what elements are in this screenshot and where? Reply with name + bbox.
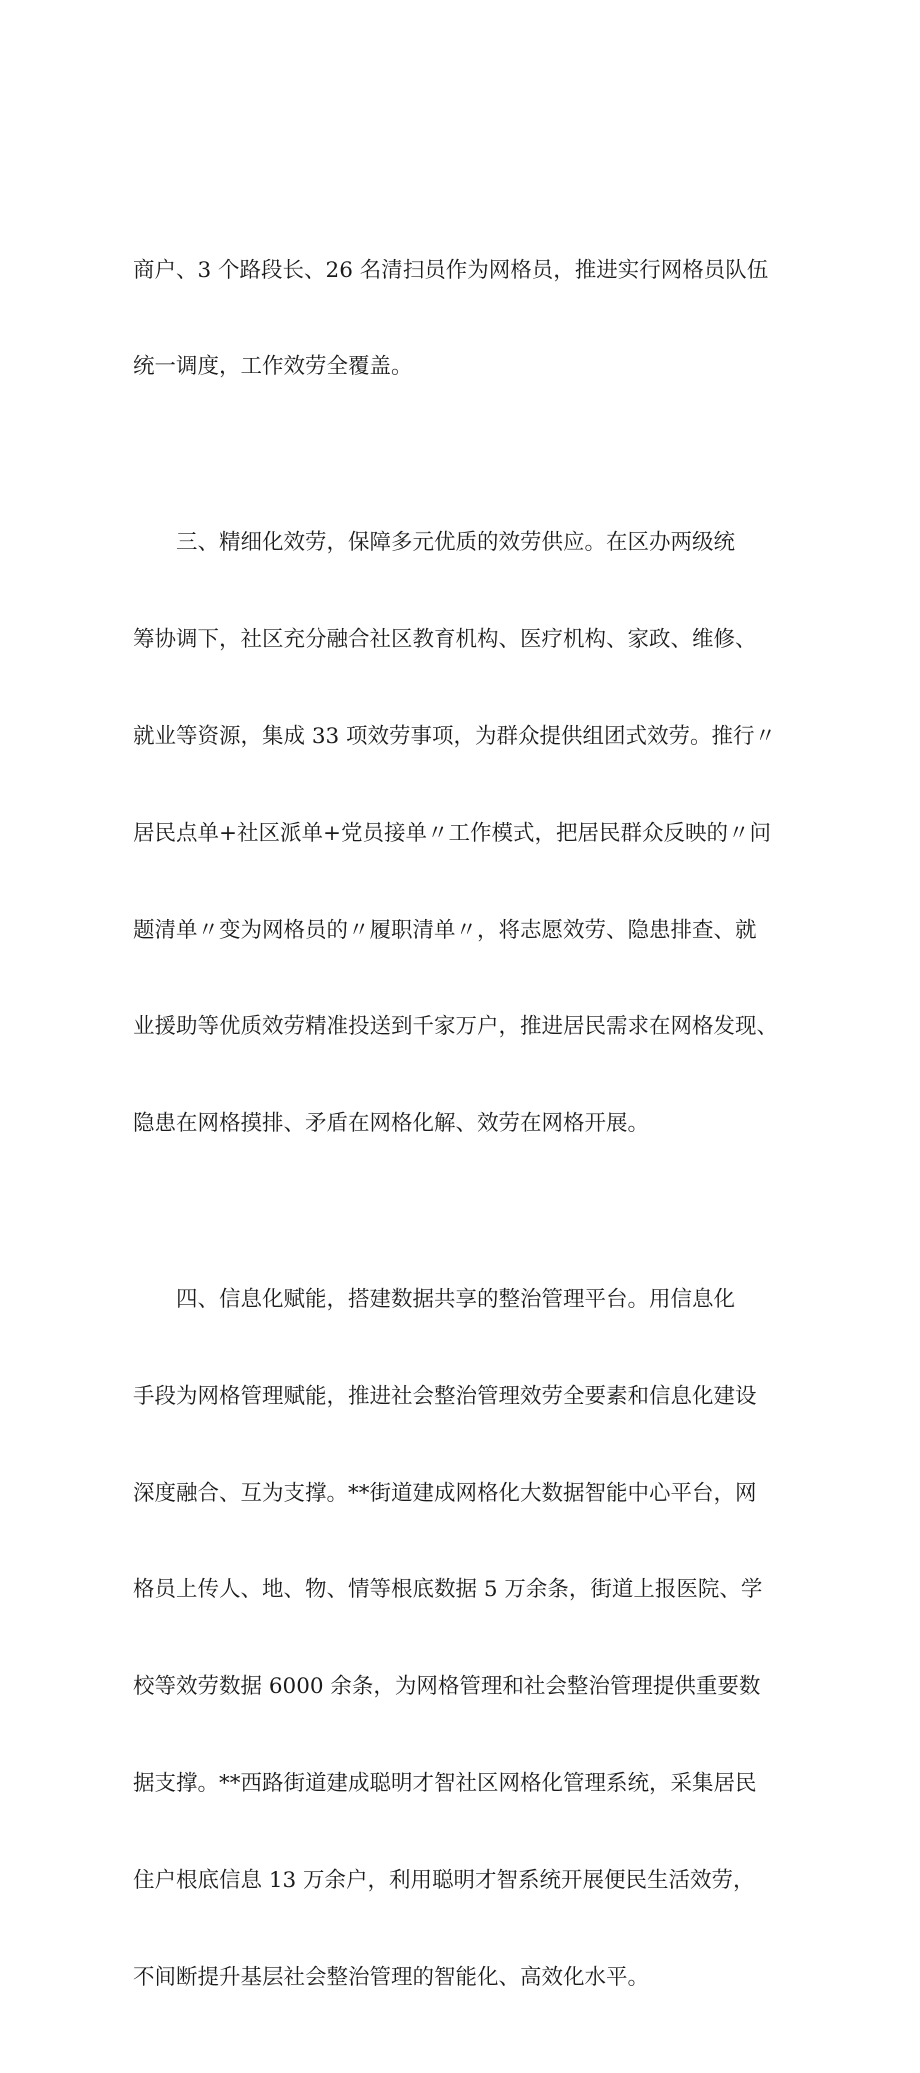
text-line: 就业等资源，集成 33 项效劳事项，为群众提供组团式效劳。推行〃: [133, 723, 777, 749]
text-line: 深度融合、互为支撑。**街道建成网格化大数据智能中心平台，网: [133, 1480, 757, 1506]
text-line: 商户、3 个路段长、26 名清扫员作为网格员，推进实行网格员队伍: [133, 257, 769, 283]
text-line: 三、精细化效劳，保障多元优质的效劳供应。在区办两级统: [176, 529, 736, 555]
text-line: 筹协调下，社区充分融合社区教育机构、医疗机构、家政、维修、: [133, 626, 757, 652]
text-line: 隐患在网格摸排、矛盾在网格化解、效劳在网格开展。: [133, 1111, 650, 1137]
text-line: 格员上传人、地、物、情等根底数据 5 万余条，街道上报医院、学: [133, 1577, 763, 1603]
text-line: 住户根底信息 13 万余户，利用聪明才智系统开展便民生活效劳，: [133, 1868, 755, 1894]
text-line: 据支撑。**西路街道建成聪明才智社区网格化管理系统，采集居民: [133, 1771, 757, 1797]
text-line: 不间断提升基层社会整治管理的智能化、高效化水平。: [133, 1965, 650, 1991]
text-line: 校等效劳数据 6000 余条，为网格管理和社会整治管理提供重要数: [133, 1674, 761, 1700]
paragraph-continuation: [133, 190, 793, 448]
document-body: [133, 190, 793, 2073]
text-line: 居民点单+社区派单+党员接单〃工作模式，把居民群众反映的〃问: [133, 820, 772, 846]
paragraph-section-four: [133, 1219, 793, 2059]
text-line: 题清单〃变为网格员的〃履职清单〃，将志愿效劳、隐患排查、就: [133, 917, 757, 943]
text-line: 手段为网格管理赋能，推进社会整治管理效劳全要素和信息化建设: [133, 1383, 757, 1409]
text-line: 统一调度，工作效劳全覆盖。: [133, 354, 413, 380]
text-line: 业援助等优质效劳精准投送到千家万户，推进居民需求在网格发现、: [133, 1014, 779, 1040]
paragraph-section-three: [133, 462, 793, 1205]
text-line: 四、信息化赋能，搭建数据共享的整治管理平台。用信息化: [176, 1286, 736, 1312]
